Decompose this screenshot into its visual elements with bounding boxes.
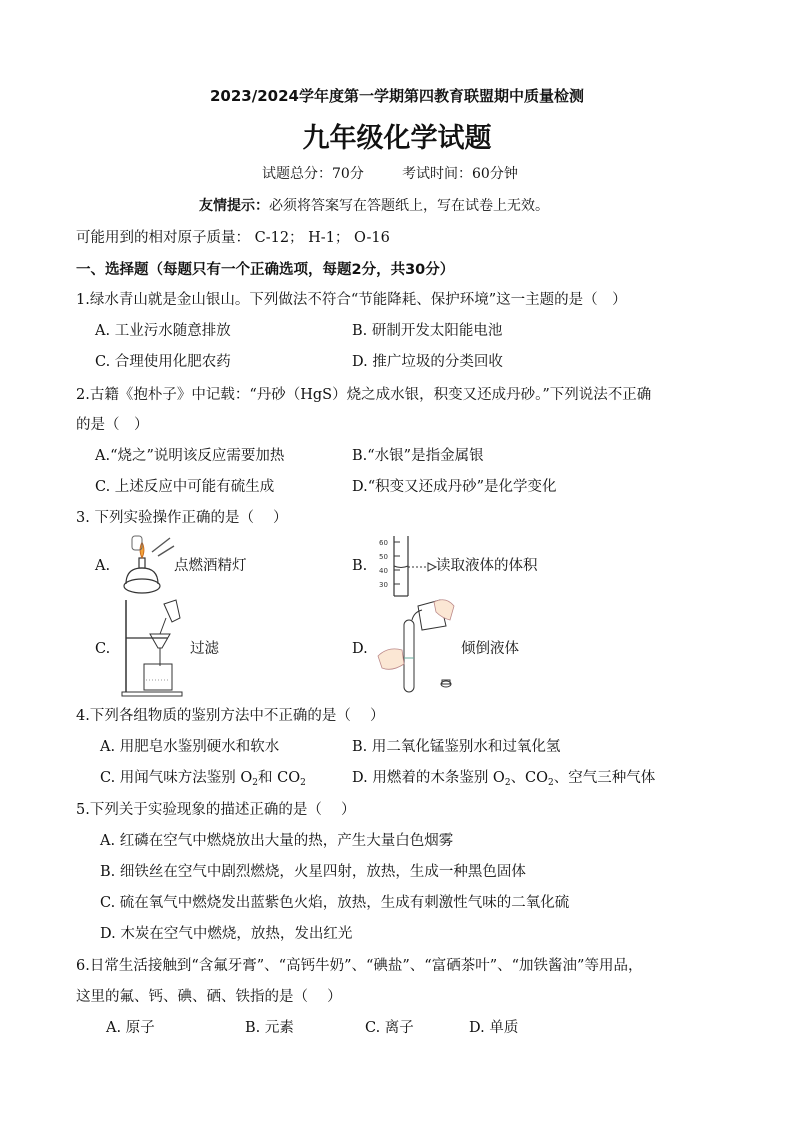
tip (199, 196, 549, 216)
q5-option-c: C. 硫在氧气中燃烧发出蓝紫色火焰，放热，生成有刺激性气味的二氧化硫 (100, 895, 570, 911)
tip-label: 友情提示： (199, 198, 269, 214)
q1-option-d: D. 推广垃圾的分类回收 (352, 354, 503, 370)
q4-option-d: D. 用燃着的木条鉴别 $O_2$、$CO_2$、空气三种气体 (352, 770, 656, 788)
q6-option-c: C. 离子 (365, 1020, 414, 1036)
q6-option-b: B. 元素 (245, 1020, 294, 1036)
q1-stem: 1.绿水青山就是金山银山。下列做法不符合“节能降耗、保护环境”这一主题的是（ ） (76, 292, 627, 308)
section-title: 一、选择题（每题只有一个正确选项，每题2分，共30分） (76, 262, 455, 278)
q2-stem-line2: 的是（ ） (76, 417, 149, 433)
graduated-cylinder-figure (376, 534, 438, 598)
q5-option-b: B. 细铁丝在空气中剧烈燃烧，火星四射，放热，生成一种黑色固体 (100, 864, 526, 880)
filtration-figure (118, 598, 190, 698)
q2-option-d: D.“积变又还成丹砂”是化学变化 (352, 479, 557, 495)
q1-option-c: C. 合理使用化肥农药 (95, 354, 231, 370)
q3-option-a-letter: A. (95, 558, 111, 574)
q6-stem-line2: 这里的氟、钙、碘、硒、铁指的是（ ） (76, 989, 342, 1005)
q4-option-c: C. 用闻气味方法鉴别 $O_2$和 $CO_2$ (100, 770, 306, 788)
q2-option-a: A.“烧之”说明该反应需要加热 (95, 448, 285, 464)
q6-option-d: D. 单质 (469, 1020, 519, 1036)
q1-option-b: B. 研制开发太阳能电池 (352, 323, 503, 339)
cylinder-tick-40: 40 (379, 567, 388, 575)
exam-header: 2023/2024学年度第一学期第四教育联盟期中质量检测 (210, 87, 584, 105)
q3-option-b-letter: B. (352, 558, 368, 574)
q4-option-a: A. 用肥皂水鉴别硬水和软水 (100, 739, 280, 755)
total-score: 试题总分：70分 (262, 166, 364, 182)
q3-option-d-text: 倾倒液体 (461, 641, 519, 657)
pour-liquid-figure (374, 598, 460, 694)
atomic-mass-note: 可能用到的相对原子质量： C-12； H-1； O-16 (76, 230, 390, 246)
exam-title: 九年级化学试题 (302, 123, 492, 154)
q6-option-a: A. 原子 (106, 1020, 155, 1036)
q6-stem-line1: 6.日常生活接触到“含氟牙膏”、“高钙牛奶”、“碘盐”、“富硒茶叶”、“加铁酱油”等用品， (76, 958, 643, 974)
cylinder-tick-50: 50 (379, 553, 388, 561)
q3-option-a-text: 点燃酒精灯 (174, 558, 247, 574)
q2-option-c: C. 上述反应中可能有硫生成 (95, 479, 275, 495)
q5-option-a: A. 红磷在空气中燃烧放出大量的热，产生大量白色烟雾 (100, 833, 454, 849)
q3-option-c-letter: C. (95, 641, 111, 657)
q3-option-b-text: 读取液体的体积 (436, 558, 538, 574)
q4-option-b: B. 用二氧化锰鉴别水和过氧化氢 (352, 739, 561, 755)
q5-option-d: D. 木炭在空气中燃烧，放热，发出红光 (100, 926, 353, 942)
tip-text: 必须将答案写在答题纸上，写在试卷上无效。 (269, 198, 549, 214)
alcohol-lamp-figure (118, 534, 176, 596)
q3-option-c-text: 过滤 (190, 641, 219, 657)
cylinder-tick-60: 60 (379, 539, 388, 547)
cylinder-tick-30: 30 (379, 581, 388, 589)
q3-stem: 3. 下列实验操作正确的是（ ） (76, 510, 288, 526)
q5-stem: 5.下列关于实验现象的描述正确的是（ ） (76, 802, 356, 818)
q3-option-d-letter: D. (352, 641, 368, 657)
q2-stem-line1: 2.古籍《抱朴子》中记载：“丹砂（HgS）烧之成水银，积变又还成丹砂。”下列说法不正确 (76, 387, 652, 403)
q2-option-b: B.“水银”是指金属银 (352, 448, 484, 464)
q1-option-a: A. 工业污水随意排放 (95, 323, 231, 339)
q4-stem: 4.下列各组物质的鉴别方法中不正确的是（ ） (76, 708, 385, 724)
exam-time: 考试时间：60分钟 (402, 166, 518, 182)
